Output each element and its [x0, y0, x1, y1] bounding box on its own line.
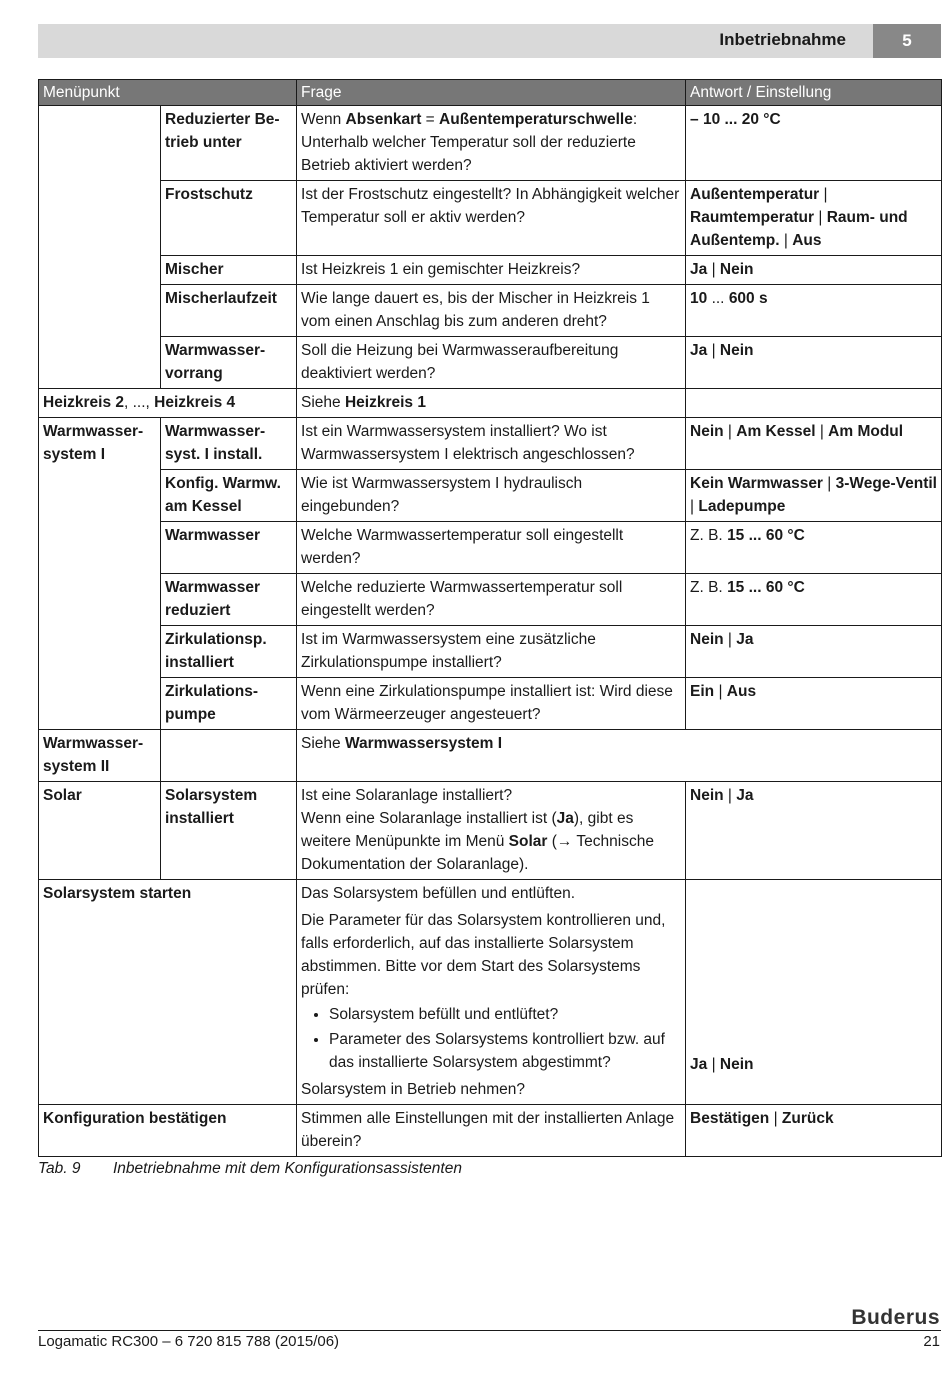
header-answer: Antwort / Einstellung	[686, 80, 942, 106]
menu-cell: Heizkreis 2, ..., Heizkreis 4	[39, 389, 297, 418]
question-cell: Ist eine Solaranlage installiert? Wenn eine Solaranlage installiert ist (Ja), gibt es weitere Menüpunkte im Menü Solar (→ Technische Dokumentation der Solaranlage).	[297, 782, 686, 880]
chapter-number: 5	[873, 24, 941, 58]
answer-cell: Z. B. 15 ... 60 °C	[686, 522, 942, 574]
question-cell: Soll die Heizung bei Warmwasseraufbereitung deaktiviert werden?	[297, 337, 686, 389]
submenu-cell: Zirkulationsp. installiert	[161, 626, 297, 678]
table-row	[39, 337, 942, 389]
submenu-cell: Frostschutz	[161, 181, 297, 256]
answer-cell: Bestätigen | Zurück	[686, 1105, 942, 1157]
table-row	[39, 782, 942, 880]
header-menu: Menüpunkt	[39, 80, 297, 106]
menu-cell: Warmwasser-system I	[39, 418, 161, 730]
question-cell: Siehe Heizkreis 1	[297, 389, 686, 418]
caption-text: Inbetriebnahme mit dem Konfigurationsassistenten	[113, 1160, 462, 1177]
question-cell: Wenn Absenkart = Außentemperaturschwelle: Unterhalb welcher Temperatur soll der reduzierte Betrieb aktiviert werden?	[297, 106, 686, 181]
answer-cell: Ja | Nein	[686, 256, 942, 285]
submenu-cell: Mischerlaufzeit	[161, 285, 297, 337]
table-row	[39, 106, 942, 181]
submenu-cell: Solarsystem installiert	[161, 782, 297, 880]
question-cell: Ist ein Warmwassersystem installiert? Wo ist Warmwassersystem I elektrisch angeschlossen?	[297, 418, 686, 470]
table-row	[39, 418, 942, 470]
footer-divider	[38, 1330, 941, 1331]
page-header-bar	[38, 24, 941, 58]
submenu-cell: Warmwasser	[161, 522, 297, 574]
menu-cell: Solarsystem starten	[39, 880, 297, 1105]
answer-cell: Ja | Nein	[686, 880, 942, 1105]
brand-logo: Buderus	[851, 1306, 940, 1329]
submenu-cell: Konfig. Warmw. am Kessel	[161, 470, 297, 522]
document-reference: Logamatic RC300 – 6 720 815 788 (2015/06)	[38, 1333, 340, 1350]
table-row	[39, 1105, 942, 1157]
question-cell: Ist im Warmwassersystem eine zusätzliche Zirkulationspumpe installiert?	[297, 626, 686, 678]
answer-cell: Nein | Ja	[686, 626, 942, 678]
list-item: • Parameter des Solarsystems kontrolliert bzw. auf das installierte Solarsystem abgestimmt?	[329, 1028, 681, 1074]
submenu-cell: Reduzierter Be-trieb unter	[161, 106, 297, 181]
answer-cell: Nein | Am Kessel | Am Modul	[686, 418, 942, 470]
table-row	[39, 678, 942, 730]
caption-number: Tab. 9	[38, 1160, 81, 1177]
question-cell: Welche Warmwassertemperatur soll eingestellt werden?	[297, 522, 686, 574]
question-cell: Siehe Warmwassersystem I	[297, 730, 942, 782]
header-question: Frage	[297, 80, 686, 106]
submenu-cell: Warmwasser-vorrang	[161, 337, 297, 389]
configuration-table	[38, 79, 942, 1157]
table-row	[39, 470, 942, 522]
submenu-cell-empty	[161, 730, 297, 782]
table-row	[39, 389, 942, 418]
table-row	[39, 522, 942, 574]
table-caption	[38, 1160, 462, 1178]
menu-cell: Konfiguration bestätigen	[39, 1105, 297, 1157]
question-cell: Ist Heizkreis 1 ein gemischter Heizkreis?	[297, 256, 686, 285]
submenu-cell: Mischer	[161, 256, 297, 285]
chapter-title: Inbetriebnahme	[719, 30, 846, 49]
question-cell: Das Solarsystem befüllen und entlüften. Die Parameter für das Solarsystem kontrollieren und, falls erforderlich, auf das installierte Solarsystem abstimmen. Bitte vor dem Start des Solarsystems prüfen: • Solarsystem befüllt und entlüftet? • Parameter des Solarsystems kontrolliert bzw. auf das installierte Solarsystem abgestimmt? Solarsystem in Betrieb nehmen?	[297, 880, 686, 1105]
menu-cell: Solar	[39, 782, 161, 880]
answer-cell: Kein Warmwasser | 3-Wege-Ventil | Ladepumpe	[686, 470, 942, 522]
submenu-cell: Warmwasser-syst. I install.	[161, 418, 297, 470]
submenu-cell: Zirkulations-pumpe	[161, 678, 297, 730]
answer-cell: Ein | Aus	[686, 678, 942, 730]
table-row	[39, 285, 942, 337]
table-header-row	[39, 80, 942, 106]
table-row	[39, 880, 942, 1105]
table-row	[39, 181, 942, 256]
page-number: 21	[923, 1333, 940, 1350]
answer-cell: 10 ... 600 s	[686, 285, 942, 337]
question-cell: Stimmen alle Einstellungen mit der installierten Anlage überein?	[297, 1105, 686, 1157]
table-row	[39, 730, 942, 782]
question-cell: Wenn eine Zirkulationspumpe installiert ist: Wird diese vom Wärmeerzeuger angesteuert?	[297, 678, 686, 730]
answer-cell: – 10 ... 20 °C	[686, 106, 942, 181]
answer-cell: Z. B. 15 ... 60 °C	[686, 574, 942, 626]
list-item: • Solarsystem befüllt und entlüftet?	[329, 1003, 681, 1026]
table-row	[39, 626, 942, 678]
question-cell: Wie lange dauert es, bis der Mischer in Heizkreis 1 vom einen Anschlag bis zum anderen dreht?	[297, 285, 686, 337]
question-cell: Welche reduzierte Warmwassertemperatur soll eingestellt werden?	[297, 574, 686, 626]
menu-cell-empty	[39, 106, 161, 389]
answer-cell: Ja | Nein	[686, 337, 942, 389]
answer-cell: Nein | Ja	[686, 782, 942, 880]
question-cell: Wie ist Warmwassersystem I hydraulisch eingebunden?	[297, 470, 686, 522]
submenu-cell: Warmwasser reduziert	[161, 574, 297, 626]
answer-cell: Außentemperatur | Raumtemperatur | Raum- und Außentemp. | Aus	[686, 181, 942, 256]
question-cell: Ist der Frostschutz eingestellt? In Abhängigkeit welcher Temperatur soll er aktiv werden?	[297, 181, 686, 256]
answer-cell-empty	[686, 389, 942, 418]
checklist	[301, 1003, 681, 1074]
menu-cell: Warmwasser-system II	[39, 730, 161, 782]
table-row	[39, 574, 942, 626]
table-row	[39, 256, 942, 285]
